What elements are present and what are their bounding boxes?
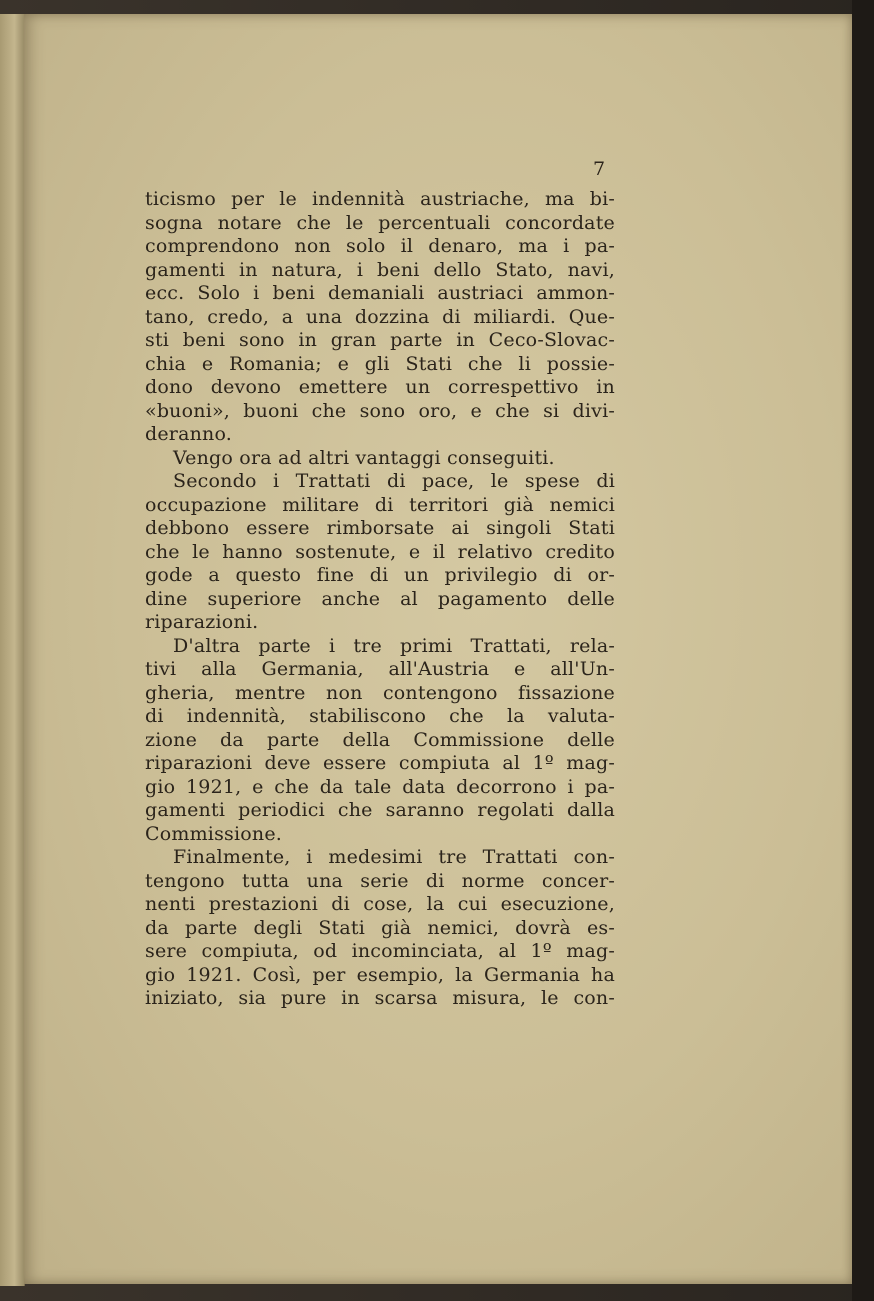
text-line: gio 1921, e che da tale data decorrono i pa-	[145, 775, 615, 798]
text-line: riparazioni deve essere compiuta al 1º mag-	[145, 752, 615, 774]
text-line: zione da parte della Commissione delle	[145, 728, 615, 751]
text-line: chia e Romania; e gli Stati che li possie-	[145, 352, 615, 375]
text-line: debbono essere rimborsate ai singoli Stati	[145, 517, 615, 539]
text-line: gamenti periodici che saranno regolati dalla	[145, 799, 615, 821]
text-line: gamenti in natura, i beni dello Stato, navi,	[145, 258, 615, 281]
text-line: «buoni», buoni che sono oro, e che si divi-	[145, 399, 615, 422]
text-line: sogna notare che le percentuali concordate	[145, 211, 615, 234]
text-line: Commissione.	[145, 822, 283, 845]
page-number: 7	[592, 158, 606, 180]
text-line: ecc. Solo i beni demaniali austriaci ammon-	[145, 282, 615, 304]
text-line: iniziato, sia pure in scarsa misura, le con-	[145, 987, 615, 1009]
text-line: Vengo ora ad altri vantaggi conseguiti.	[173, 446, 555, 469]
text-line: nenti prestazioni di cose, la cui esecuzione,	[145, 893, 615, 915]
text-line: riparazioni.	[145, 611, 259, 633]
body-text	[145, 188, 615, 1011]
text-line: Finalmente, i medesimi tre Trattati con-	[173, 846, 615, 868]
text-line: dono devono emettere un correspettivo in	[145, 376, 615, 398]
scan-border-right	[852, 0, 874, 1301]
text-line: D'altra parte i tre primi Trattati, rela-	[173, 634, 615, 657]
text-line: sti beni sono in gran parte in Ceco-Slovac-	[145, 329, 615, 351]
text-line: dine superiore anche al pagamento delle	[145, 587, 615, 610]
text-line: gheria, mentre non contengono fissazione	[145, 681, 615, 704]
text-line: che le hanno sostenute, e il relativo credito	[145, 540, 615, 563]
text-line: tengono tutta una serie di norme concer-	[145, 869, 615, 892]
text-line: da parte degli Stati già nemici, dovrà es-	[145, 916, 615, 939]
text-line: deranno.	[145, 423, 233, 445]
text-line: gode a questo fine di un privilegio di or-	[145, 564, 615, 586]
text-line: Secondo i Trattati di pace, le spese di	[173, 470, 615, 492]
text-line: ticismo per le indennità austriache, ma bi-	[145, 188, 615, 210]
text-line: tivi alla Germania, all'Austria e all'Un-	[145, 658, 615, 680]
text-line: di indennità, stabiliscono che la valuta-	[145, 705, 615, 727]
text-line: tano, credo, a una dozzina di miliardi. Que-	[145, 305, 615, 328]
text-line: sere compiuta, od incominciata, al 1º mag-	[145, 940, 615, 962]
text-line: gio 1921. Così, per esempio, la Germania ha	[145, 963, 615, 986]
text-line: occupazione militare di territori già nemici	[145, 493, 615, 516]
text-line: comprendono non solo il denaro, ma i pa-	[145, 235, 615, 257]
previous-page-edge	[0, 14, 25, 1286]
